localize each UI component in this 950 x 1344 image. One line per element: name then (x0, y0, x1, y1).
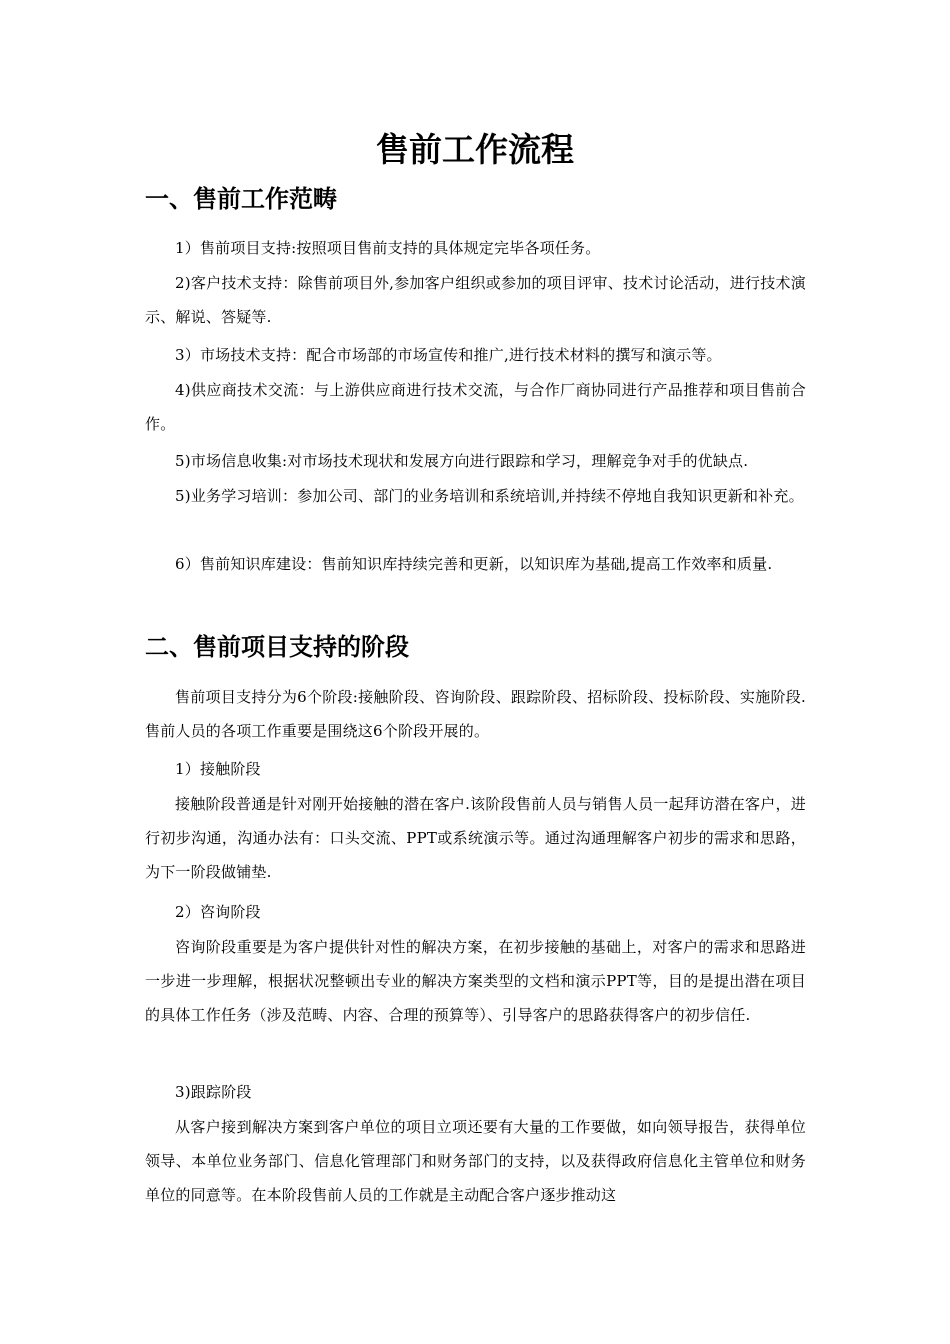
subheading: 2）咨询阶段 (175, 903, 261, 921)
paragraph: 1）售前项目支持:按照项目售前支持的具体规定完毕各项任务。 (175, 239, 601, 257)
paragraph: 6）售前知识库建设：售前知识库持续完善和更新，以知识库为基础,提高工作效率和质量. (175, 555, 773, 573)
paragraph: 从客户接到解决方案到客户单位的项目立项还要有大量的工作要做，如向领导报告，获得单位领导、本单位业务部门、信息化管理部门和财务部门的支持，以及获得政府信息化主管单位和财务单位的同意等。在本阶段售前人员的工作就是主动配合客户逐步推动这 (145, 1118, 806, 1204)
paragraph: 5)市场信息收集:对市场技术现状和发展方向进行跟踪和学习，理解竞争对手的优缺点. (175, 452, 749, 470)
subheading: 1）接触阶段 (175, 760, 261, 778)
paragraph: 3）市场技术支持：配合市场部的市场宣传和推广,进行技术材料的撰写和演示等。 (175, 346, 722, 364)
subheading: 3)跟踪阶段 (175, 1083, 252, 1101)
paragraph: 接触阶段普通是针对刚开始接触的潜在客户.该阶段售前人员与销售人员一起拜访潜在客户，进行初步沟通，沟通办法有：口头交流、PPT或系统演示等。通过沟通理解客户初步的需求和思路，为下一阶段做铺垫. (145, 795, 806, 881)
paragraph: 4)供应商技术交流：与上游供应商进行技术交流，与合作厂商协同进行产品推荐和项目售前合作。 (145, 381, 806, 433)
paragraph: 售前项目支持分为6个阶段:接触阶段、咨询阶段、跟踪阶段、招标阶段、投标阶段、实施阶段.售前人员的各项工作重要是围绕这6个阶段开展的。 (145, 688, 806, 740)
paragraph: 2)客户技术支持：除售前项目外,参加客户组织或参加的项目评审、技术讨论活动，进行技术演示、解说、答疑等. (145, 274, 806, 326)
paragraph: 咨询阶段重要是为客户提供针对性的解决方案，在初步接触的基础上，对客户的需求和思路进一步进一步理解，根据状况整顿出专业的解决方案类型的文档和演示PPT等，目的是提出潜在项目的具体工作任务（涉及范畴、内容、合理的预算等）、引导客户的思路获得客户的初步信任. (145, 938, 806, 1024)
section-heading-scope: 一、售前工作范畴 (145, 185, 337, 213)
paragraph: 5)业务学习培训：参加公司、部门的业务培训和系统培训,并持续不停地自我知识更新和补充。 (175, 487, 804, 505)
document-title: 售前工作流程 (376, 130, 574, 169)
section-heading-stages: 二、售前项目支持的阶段 (145, 633, 409, 661)
